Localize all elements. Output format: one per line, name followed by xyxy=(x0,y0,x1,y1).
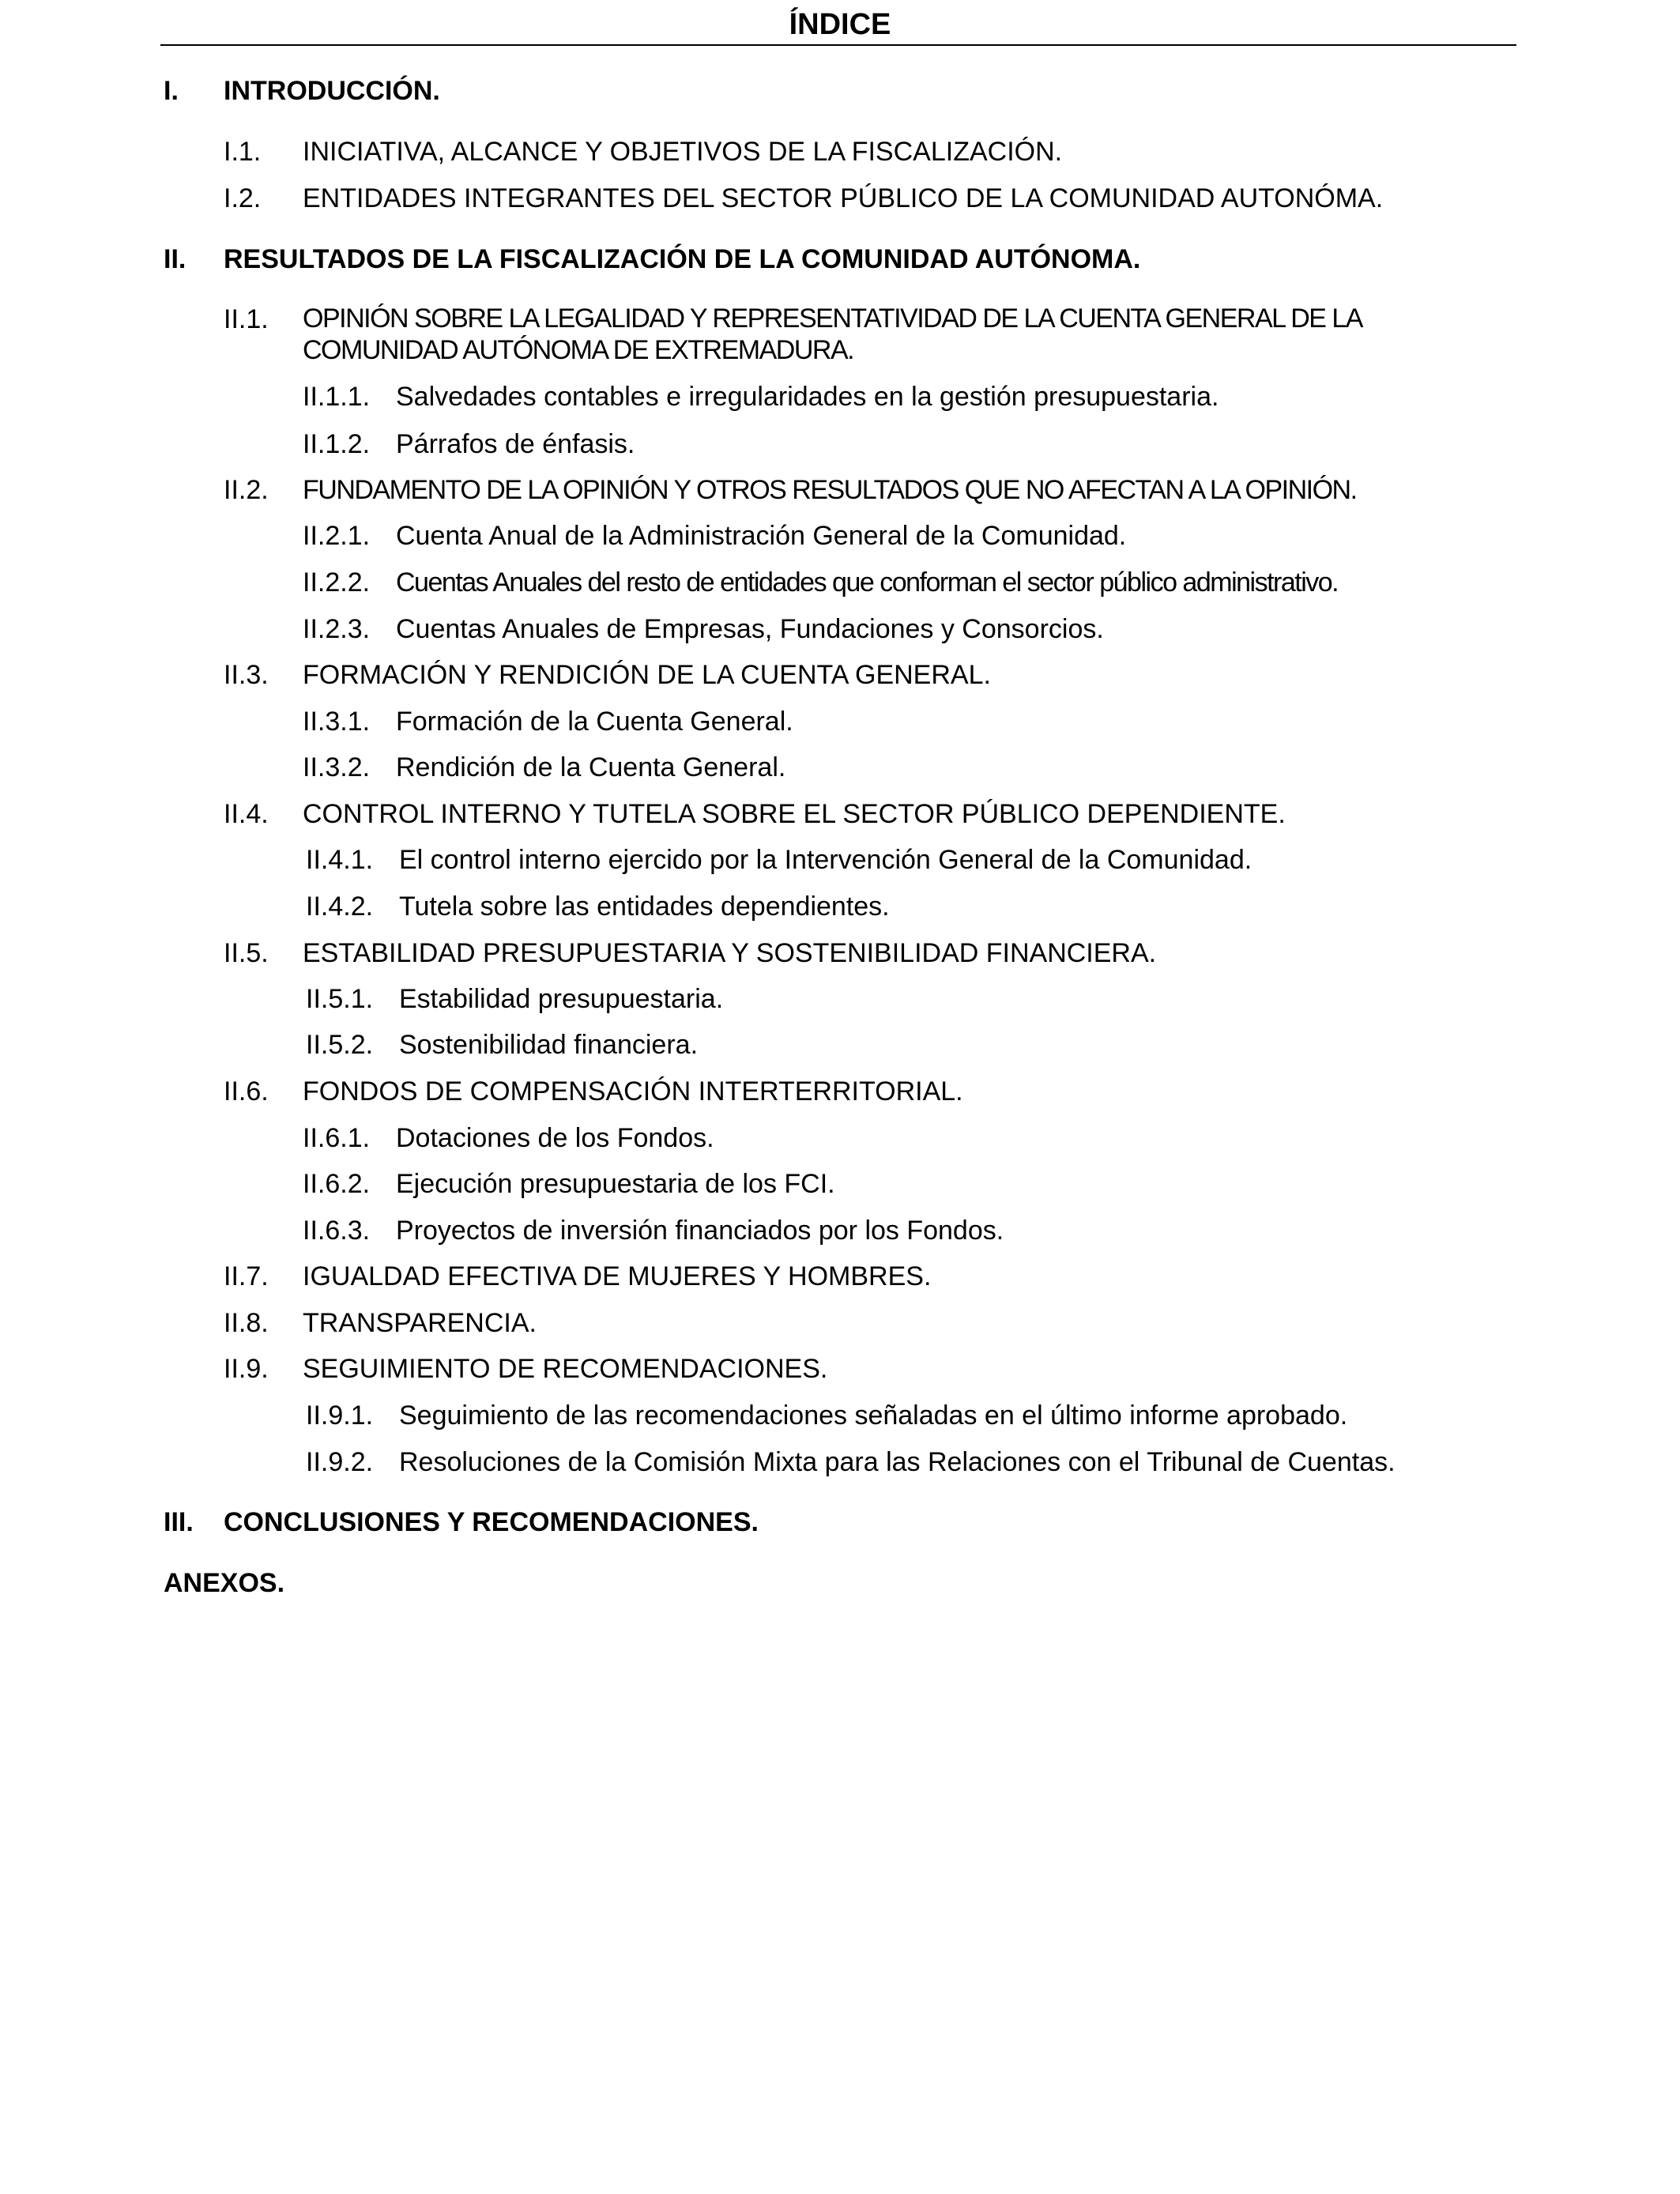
toc-entry-number: II.2.3. xyxy=(303,614,371,644)
toc-entry-number: II.1.1. xyxy=(303,382,371,412)
toc-entry-number: III. xyxy=(164,1507,194,1537)
toc-entry-number: II.3. xyxy=(224,660,269,690)
title-divider xyxy=(160,44,1516,46)
toc-entry-number: II.5. xyxy=(224,938,269,968)
toc-entry-number: II.4. xyxy=(224,799,269,829)
toc-entry-text: FONDOS DE COMPENSACIÓN INTERTERRITORIAL. xyxy=(303,1076,963,1106)
toc-entry-number: II.9.1. xyxy=(306,1400,374,1431)
toc-entry-text: INTRODUCCIÓN. xyxy=(224,76,440,106)
toc-entry-text: Cuenta Anual de la Administración General de la Comunidad. xyxy=(396,521,1127,551)
toc-entry-number: II.6.2. xyxy=(303,1169,371,1199)
toc-entry-number: II.9. xyxy=(224,1354,269,1384)
toc-entry-number: II.2. xyxy=(224,475,269,505)
toc-entry-text: ANEXOS. xyxy=(164,1568,285,1598)
toc-entry-text: FORMACIÓN Y RENDICIÓN DE LA CUENTA GENERAL. xyxy=(303,660,991,690)
toc-entry-number: II.8. xyxy=(224,1308,269,1338)
toc-entry-number: I.2. xyxy=(224,183,262,213)
toc-entry-text: ENTIDADES INTEGRANTES DEL SECTOR PÚBLICO DE LA COMUNIDAD AUTONÓMA. xyxy=(303,183,1384,213)
toc-entry-text: ESTABILIDAD PRESUPUESTARIA Y SOSTENIBILIDAD FINANCIERA. xyxy=(303,938,1157,968)
toc-entry-number: I. xyxy=(164,76,179,106)
toc-entry-number: II.4.2. xyxy=(306,892,374,922)
toc-entry-number: II.6.3. xyxy=(303,1216,371,1246)
toc-entry-text: Formación de la Cuenta General. xyxy=(396,707,793,737)
toc-entry-number: I.1. xyxy=(224,137,262,167)
toc-entry-text: IGUALDAD EFECTIVA DE MUJERES Y HOMBRES. xyxy=(303,1261,932,1291)
toc-entry-text: Salvedades contables e irregularidades en la gestión presupuestaria. xyxy=(396,382,1219,412)
toc-entry-text: TRANSPARENCIA. xyxy=(303,1308,537,1338)
toc-entry-text: CONTROL INTERNO Y TUTELA SOBRE EL SECTOR PÚBLICO DEPENDIENTE. xyxy=(303,799,1286,829)
toc-entry-text: Párrafos de énfasis. xyxy=(396,429,635,459)
toc-entry-text: Ejecución presupuestaria de los FCI. xyxy=(396,1169,835,1199)
toc-entry-text: Tutela sobre las entidades dependientes. xyxy=(399,892,890,922)
toc-entry-number: II.1.2. xyxy=(303,429,371,459)
toc-entry-number: II.1. xyxy=(224,304,269,334)
toc-entry-text: Proyectos de inversión financiados por los Fondos. xyxy=(396,1216,1004,1246)
toc-entry-text: Sostenibilidad financiera. xyxy=(399,1030,699,1060)
toc-entry-text: OPINIÓN SOBRE LA LEGALIDAD Y REPRESENTATIVIDAD DE LA CUENTA GENERAL DE LA COMUNIDAD AUTÓNOMA DE EXTREMADURA. xyxy=(303,303,1362,365)
toc-entry-number: II.5.1. xyxy=(306,984,374,1014)
toc-entry-text: Rendición de la Cuenta General. xyxy=(396,752,786,782)
toc-entry-number: II.3.2. xyxy=(303,752,371,782)
toc-entry-number: II. xyxy=(164,244,186,274)
page-title: ÍNDICE xyxy=(789,8,891,41)
toc-entry-text: INICIATIVA, ALCANCE Y OBJETIVOS DE LA FISCALIZACIÓN. xyxy=(303,137,1063,167)
toc-entry-text: FUNDAMENTO DE LA OPINIÓN Y OTROS RESULTADOS QUE NO AFECTAN A LA OPINIÓN. xyxy=(303,475,1357,505)
toc-entry-text: Seguimiento de las recomendaciones señaladas en el último informe aprobado. xyxy=(399,1400,1348,1431)
toc-entry-number: II.6. xyxy=(224,1076,269,1106)
toc-entry-number: II.4.1. xyxy=(306,845,374,875)
toc-entry-text: SEGUIMIENTO DE RECOMENDACIONES. xyxy=(303,1354,828,1384)
toc-entry-number: II.2.2. xyxy=(303,567,371,598)
toc-entry-text: Dotaciones de los Fondos. xyxy=(396,1123,714,1153)
toc-entry-number: II.6.1. xyxy=(303,1123,371,1153)
toc-entry-number: II.9.2. xyxy=(306,1447,374,1477)
toc-entry-text: Cuentas Anuales del resto de entidades que conforman el sector público administrativo. xyxy=(396,567,1339,598)
toc-entry-text: El control interno ejercido por la Intervención General de la Comunidad. xyxy=(399,845,1252,875)
toc-entry-text: CONCLUSIONES Y RECOMENDACIONES. xyxy=(224,1507,759,1537)
toc-entry-text: Resoluciones de la Comisión Mixta para las Relaciones con el Tribunal de Cuentas. xyxy=(399,1447,1396,1477)
toc-entry-number: II.3.1. xyxy=(303,707,371,737)
toc-entry-number: II.7. xyxy=(224,1261,269,1291)
toc-entry-text: RESULTADOS DE LA FISCALIZACIÓN DE LA COMUNIDAD AUTÓNOMA. xyxy=(224,244,1141,274)
toc-entry-number: II.2.1. xyxy=(303,521,371,551)
toc-entry-text: Estabilidad presupuestaria. xyxy=(399,984,724,1014)
toc-entry-number: II.5.2. xyxy=(306,1030,374,1060)
toc-entry-text: Cuentas Anuales de Empresas, Fundaciones y Consorcios. xyxy=(396,614,1104,644)
